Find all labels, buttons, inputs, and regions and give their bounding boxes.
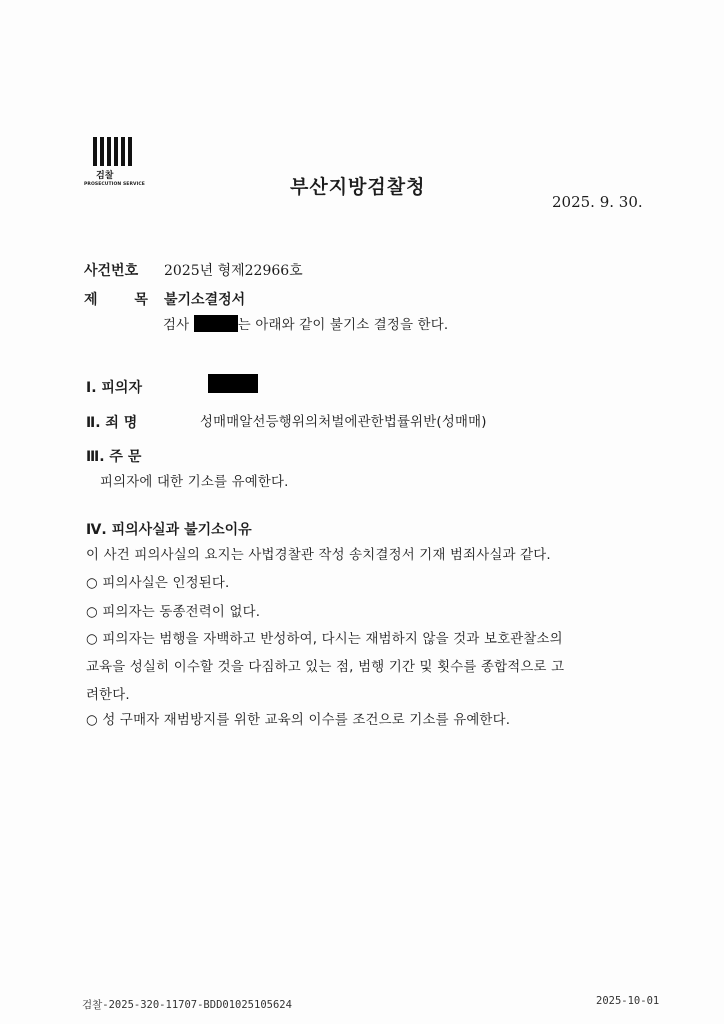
intro-suffix: 는 아래와 같이 불기소 결정을 한다.	[237, 318, 449, 333]
agency-title: 부산지방검찰청	[290, 176, 426, 198]
reason-item-3-line-2: 교육을 성실히 이수할 것을 다짐하고 있는 점, 범행 기간 및 횟수를 종합적으로 고	[86, 660, 565, 675]
charge-name: 성매매알선등행위의처벌에관한법률위반(성매매)	[200, 415, 487, 430]
reason-item-1: ○ 피의사실은 인정된다.	[86, 576, 230, 591]
case-number-label: 사건번호	[84, 263, 139, 279]
intro-line	[163, 314, 448, 333]
reason-item-3-line-1: ○ 피의자는 범행을 자백하고 반성하여, 다시는 재범하지 않을 것과 보호관찰소의	[86, 632, 563, 647]
redacted-suspect-name	[208, 374, 258, 393]
footer-document-id: 검찰-2025-320-11707-BDD01025105624	[82, 999, 292, 1011]
logo-bars-icon	[93, 137, 140, 166]
subject-value: 불기소결정서	[164, 292, 246, 308]
redacted-prosecutor-name	[194, 315, 238, 332]
section-4-label: Ⅳ. 피의사실과 불기소이유	[86, 522, 252, 538]
footer-print-date: 2025-10-01	[596, 995, 660, 1007]
reason-item-2: ○ 피의자는 동종전력이 없다.	[86, 605, 261, 620]
reason-line-1: 이 사건 피의사실의 요지는 사법경찰관 작성 송치결정서 기재 범죄사실과 같다.	[86, 548, 551, 563]
section-1-label: Ⅰ. 피의자	[86, 380, 142, 396]
intro-prefix: 검사	[163, 318, 190, 333]
logo-subtext: PROSECUTION SERVICE	[84, 182, 145, 187]
document-date: 2025. 9. 30.	[552, 193, 643, 211]
section-2-label: Ⅱ. 죄 명	[86, 415, 138, 431]
reason-item-4: ○ 성 구매자 재범방지를 위한 교육의 이수를 조건으로 기소를 유예한다.	[86, 713, 511, 728]
reason-item-3-line-3: 려한다.	[86, 688, 130, 703]
case-number-value: 2025년 형제22966호	[164, 263, 303, 279]
logo-text: 검찰	[96, 171, 114, 181]
disposition-text: 피의자에 대한 기소를 유예한다.	[100, 475, 289, 490]
prosecution-logo	[84, 137, 145, 193]
subject-label: 제 목	[84, 292, 164, 308]
section-3-label: Ⅲ. 주 문	[86, 449, 142, 465]
